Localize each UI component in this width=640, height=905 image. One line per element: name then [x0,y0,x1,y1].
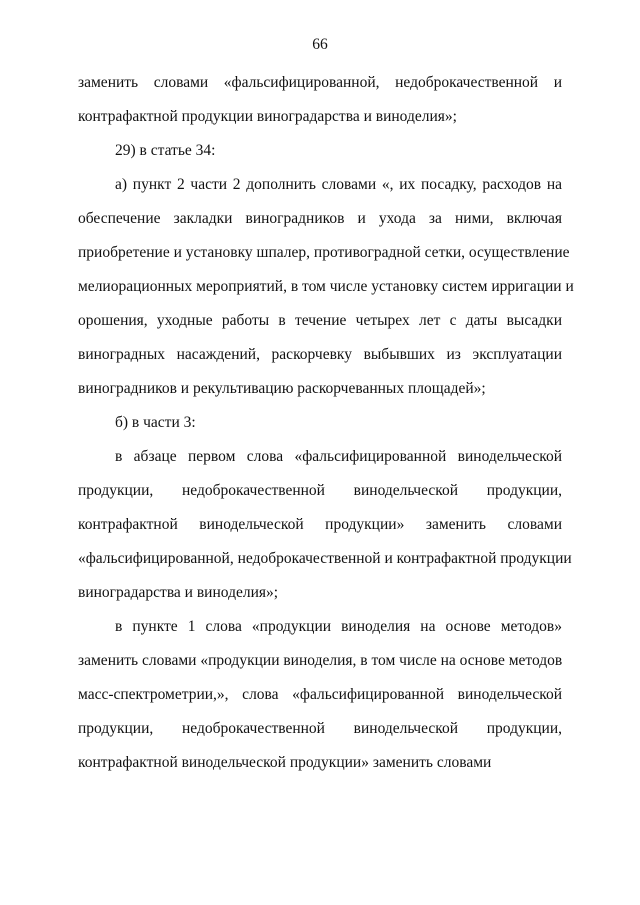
paragraph [78,440,572,610]
text-line: контрафактной винодельческой продукции» заменить словами [78,754,492,771]
text-line: виноградных насаждений, раскорчевку выбывших из эксплуатации [78,346,562,363]
text-line: заменить словами «фальсифицированной, недоброкачественной и [78,74,562,91]
text-line: продукции, недоброкачественной винодельческой продукции, [78,720,562,737]
text-line: «фальсифицированной, недоброкачественной и контрафактной продукции [78,550,572,567]
text-line: контрафактной продукции виноградарства и виноделия»; [78,108,457,125]
text-line: мелиорационных мероприятий, в том числе установку систем ирригации и [78,278,574,295]
page-number: 66 [312,36,328,53]
text-line: 29) в статье 34: [115,142,216,159]
paragraph [78,66,562,134]
text-line: заменить словами «продукции виноделия, в том числе на основе методов [78,652,563,669]
text-line: б) в части 3: [115,414,196,431]
document-body [78,66,574,780]
paragraph [78,406,562,440]
paragraph [78,134,562,168]
text-line: приобретение и установку шпалер, противоградной сетки, осуществление [78,244,570,261]
paragraph [78,168,574,406]
text-line: в абзаце первом слова «фальсифицированной винодельческой [115,448,562,465]
paragraph [78,610,562,780]
text-line: обеспечение закладки виноградников и ухода за ними, включая [78,210,562,227]
text-line: масс-спектрометрии,», слова «фальсифицированной винодельческой [78,686,562,703]
text-line: виноградников и рекультивацию раскорчеванных площадей»; [78,380,486,397]
text-line: продукции, недоброкачественной винодельческой продукции, [78,482,562,499]
text-line: в пункте 1 слова «продукции виноделия на основе методов» [115,618,562,635]
text-line: а) пункт 2 части 2 дополнить словами «, их посадку, расходов на [115,176,562,193]
text-line: контрафактной винодельческой продукции» заменить словами [78,516,562,533]
text-line: орошения, уходные работы в течение четырех лет с даты высадки [78,312,562,329]
text-line: виноградарства и виноделия»; [78,584,279,601]
